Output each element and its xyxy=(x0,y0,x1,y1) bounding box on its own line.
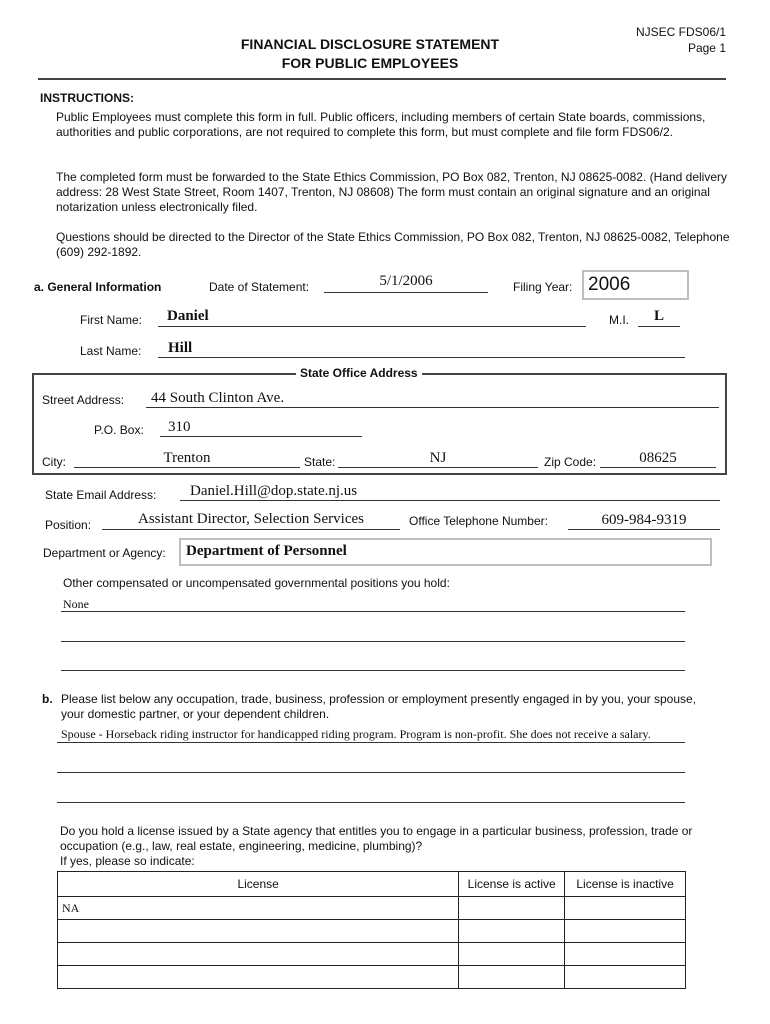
city-label: City: xyxy=(42,455,66,469)
license-column-header: License xyxy=(58,872,459,897)
section-b-line-3 xyxy=(57,802,685,803)
section-b-answer[interactable]: Spouse - Horseback riding instructor for handicapped riding program. Program is non-profit. She does not receive a salary. xyxy=(61,727,651,741)
license-cell[interactable] xyxy=(58,966,459,989)
city-value[interactable]: Trenton xyxy=(163,450,211,466)
other-positions-line-3 xyxy=(61,670,685,671)
middle-initial-label: M.I. xyxy=(609,313,629,327)
instructions-heading: INSTRUCTIONS: xyxy=(40,91,134,105)
section-b-line-1 xyxy=(57,742,685,743)
position-line xyxy=(102,529,400,530)
license-inactive-column-header: License is inactive xyxy=(565,872,686,897)
instructions-paragraph-3: Questions should be directed to the Director of the State Ethics Commission, PO Box 082, Trenton, NJ 08625-0082, Telephone (609) 292-1892. xyxy=(56,230,730,259)
state-email-value[interactable]: Daniel.Hill@dop.state.nj.us xyxy=(190,483,358,499)
instructions-paragraph-2: The completed form must be forwarded to the State Ethics Commission, PO Box 082, Trenton, NJ 08625-0082. (Hand delivery address: 28 West State Street, Room 1407, Trenton, NJ 08608) The form must contain an original signature and an original notarization unless electronically filed. xyxy=(56,170,727,214)
state-line xyxy=(338,467,538,468)
license-inactive-cell[interactable] xyxy=(565,920,686,943)
street-address-value[interactable]: 44 South Clinton Ave. xyxy=(151,390,285,406)
po-box-label: P.O. Box: xyxy=(94,423,144,437)
office-phone-label: Office Telephone Number: xyxy=(409,514,548,528)
zip-code-line xyxy=(600,467,716,468)
other-positions-label: Other compensated or uncompensated governmental positions you hold: xyxy=(63,576,450,590)
license-cell[interactable] xyxy=(58,943,459,966)
po-box-line xyxy=(160,436,362,437)
license-prompt: If yes, please so indicate: xyxy=(60,854,195,868)
first-name-line xyxy=(158,326,586,327)
license-active-cell[interactable] xyxy=(459,943,565,966)
other-positions-line-1 xyxy=(61,611,685,612)
street-address-label: Street Address: xyxy=(42,393,125,407)
section-b-letter: b. xyxy=(42,692,53,706)
license-cell[interactable]: NA xyxy=(58,897,459,920)
date-of-statement-value[interactable]: 5/1/2006 xyxy=(379,273,433,289)
section-b-question: Please list below any occupation, trade, business, profession or employment presently engaged in by you, your spouse, your domestic partner, or your dependent children. xyxy=(61,692,697,721)
license-table-header xyxy=(58,872,686,897)
header-rule xyxy=(38,78,726,80)
state-email-label: State Email Address: xyxy=(45,488,157,502)
zip-code-label: Zip Code: xyxy=(544,455,597,469)
license-cell[interactable] xyxy=(58,920,459,943)
table-row xyxy=(58,966,686,989)
other-positions-line-2 xyxy=(61,641,685,642)
section-a-label: a. General Information xyxy=(34,280,162,294)
filing-year-label: Filing Year: xyxy=(513,280,573,294)
office-address-heading: State Office Address xyxy=(296,366,422,380)
license-table xyxy=(57,871,686,989)
form-code: NJSEC FDS06/1 xyxy=(635,25,726,39)
last-name-value[interactable]: Hill xyxy=(168,340,193,356)
middle-initial-line xyxy=(638,326,680,327)
zip-code-value[interactable]: 08625 xyxy=(639,450,677,466)
middle-initial-value[interactable]: L xyxy=(653,308,664,324)
position-value[interactable]: Assistant Director, Selection Services xyxy=(137,511,364,527)
last-name-line xyxy=(158,357,685,358)
filing-year-value: 2006 xyxy=(588,274,631,295)
table-row xyxy=(58,943,686,966)
department-value: Department of Personnel xyxy=(186,543,347,559)
office-phone-value[interactable]: 609-984-9319 xyxy=(601,512,687,528)
license-active-column-header: License is active xyxy=(459,872,565,897)
last-name-label: Last Name: xyxy=(80,344,142,358)
section-b-line-2 xyxy=(57,772,685,773)
license-active-cell[interactable] xyxy=(459,920,565,943)
date-of-statement-line xyxy=(324,292,488,293)
instructions-paragraph-1: Public Employees must complete this form in full. Public officers, including members of certain State boards, commissions, authorities and public corporations, are not required to complete this form, but must complete and file form FDS06/2. xyxy=(56,110,706,139)
state-value[interactable]: NJ xyxy=(429,450,447,466)
table-row xyxy=(58,920,686,943)
position-label: Position: xyxy=(45,518,92,532)
first-name-value[interactable]: Daniel xyxy=(167,308,209,324)
state-email-line xyxy=(180,500,720,501)
street-address-line xyxy=(146,407,719,408)
form-title-line2: FOR PUBLIC EMPLOYEES xyxy=(281,55,459,71)
office-phone-line xyxy=(568,529,720,530)
state-label: State: xyxy=(304,455,336,469)
license-inactive-cell[interactable] xyxy=(565,897,686,920)
po-box-value[interactable]: 310 xyxy=(168,419,191,435)
page-number: Page 1 xyxy=(687,41,726,55)
table-row xyxy=(58,897,686,920)
first-name-label: First Name: xyxy=(80,313,143,327)
license-inactive-cell[interactable] xyxy=(565,943,686,966)
date-of-statement-label: Date of Statement: xyxy=(209,280,310,294)
license-active-cell[interactable] xyxy=(459,897,565,920)
other-positions-value[interactable]: None xyxy=(63,597,89,611)
license-question: Do you hold a license issued by a State agency that entitles you to engage in a particular business, profession, trade or occupation (e.g., law, real estate, engineering, medicine, plumbing)? xyxy=(60,824,693,853)
city-line xyxy=(74,467,300,468)
form-title-line1: FINANCIAL DISCLOSURE STATEMENT xyxy=(240,36,500,52)
department-label: Department or Agency: xyxy=(43,546,166,560)
license-active-cell[interactable] xyxy=(459,966,565,989)
license-inactive-cell[interactable] xyxy=(565,966,686,989)
